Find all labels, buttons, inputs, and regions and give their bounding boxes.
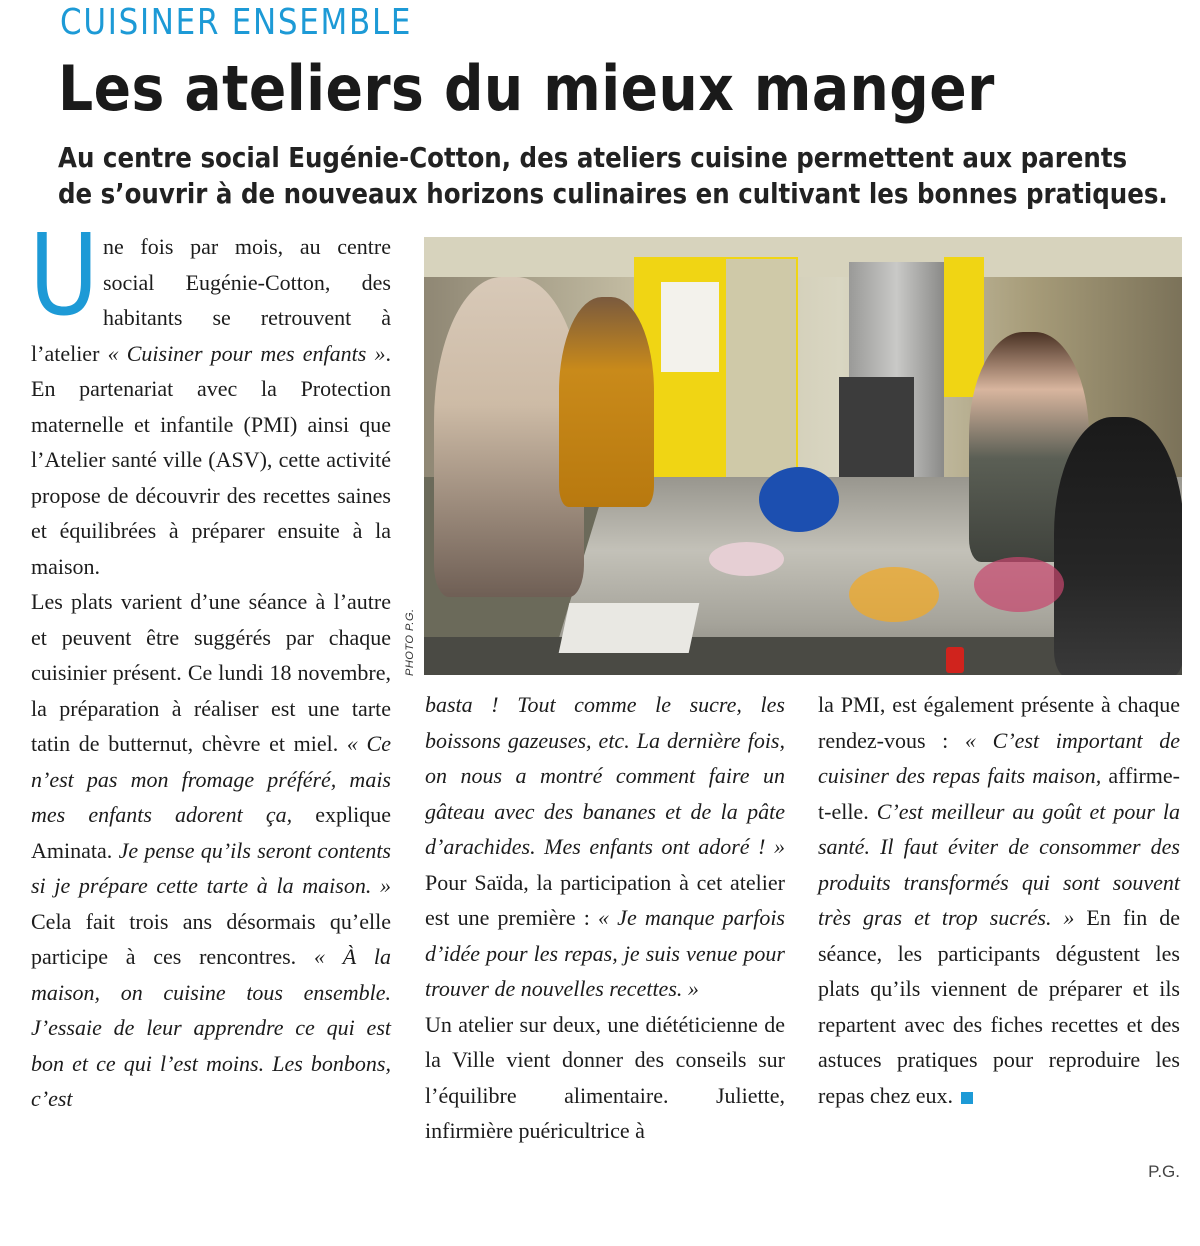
quote-run: « Je manque parfois d’idée pour les repas, je suis venue pour trouver de nouvelles recettes. » — [425, 905, 785, 1001]
section-kicker: CUISINER ENSEMBLE — [60, 2, 413, 43]
photo-door — [724, 257, 798, 491]
quote-run: « À la maison, on cuisine tous ensemble. J’essaie de leur apprendre ce qui est bon et ce qui l’est moins. Les bonbons, c’est — [31, 944, 391, 1111]
paragraph-2 — [31, 584, 391, 1117]
photo-glass-bowl-2 — [974, 557, 1064, 612]
photo-person-hijab-right — [1054, 417, 1182, 675]
quote-run: basta ! Tout comme le sucre, les boissons gazeuses, etc. La dernière fois, on nous a montré comment faire un gâteau avec des bananes et de la pâte d’arachides. Mes enfants ont adoré ! » — [425, 692, 785, 859]
kitchen-photo — [424, 237, 1182, 675]
photo-ceiling — [424, 237, 1182, 277]
article-column-1 — [29, 211, 391, 1117]
photo-credit: PHOTO P.G. — [404, 608, 416, 676]
text-run: Les plats varient d’une séance à l’autre et peuvent être suggérés par chaque cuisinier présent. Ce lundi 18 novembre, la préparation à réaliser est une tarte tatin de butternut, chèvre et miel. — [31, 589, 391, 756]
text-run: . En partenariat avec la Protection maternelle et infantile (PMI) ainsi que l’Atelier santé ville (ASV), cette activité propose de découvrir des recettes saines et équilibrées à préparer ensuite à la maison. — [31, 340, 391, 579]
text-run: Pour Saïda, la participation à cet atelier est une première : — [425, 869, 785, 930]
quote-run: Je pense qu’ils seront contents si je prépare cette tarte à la maison. » — [31, 837, 391, 898]
photo-glass-bowl-1 — [849, 567, 939, 622]
photo-blue-bag — [759, 467, 839, 532]
drop-cap: U — [29, 211, 99, 341]
quote-run: « C’est important de cuisiner des repas faits maison, — [818, 727, 1180, 788]
text-run: la PMI, est également présente à chaque rendez-vous : — [818, 692, 1180, 753]
paragraph-1 — [29, 211, 391, 584]
article-column-3 — [818, 687, 1180, 1113]
text-run: Cela fait trois ans désormais qu’elle participe à ces rencontres. — [31, 908, 391, 969]
text-run: affirme-t-elle. — [818, 763, 1180, 824]
text-run: ne fois par mois, au centre social Eugénie-Cotton, des habitants se retrouvent à l’atelier — [31, 234, 391, 366]
quote-run: « Ce n’est pas mon fromage préféré, mais mes enfants adorent ça, — [31, 731, 391, 827]
headline: Les ateliers du mieux manger — [58, 52, 995, 125]
photo-plate — [709, 542, 784, 576]
article-column-2 — [425, 687, 785, 1149]
photo-red-jar — [946, 647, 964, 673]
paragraph-3 — [425, 687, 785, 1007]
text-run: explique Aminata. — [31, 802, 391, 863]
photo-person-mustard — [559, 297, 654, 507]
photo-cutting-board — [559, 603, 700, 653]
text-run: En fin de séance, les participants dégustent les plats qu’ils viennent de préparer et ils repartent avec des fiches recettes et des astuces pratiques pour reproduire les repas chez eux. — [818, 905, 1180, 1108]
end-mark-icon — [961, 1092, 973, 1104]
paragraph-4: Un atelier sur deux, une diététicienne de la Ville vient donner des conseils sur l’équilibre alimentaire. Juliette, infirmière puéricultrice à — [425, 1011, 785, 1143]
lede — [58, 140, 1178, 212]
paragraph-5 — [818, 687, 1180, 1113]
quote-run: C’est meilleur au goût et pour la santé. Il faut éviter de consommer des produits transformés qui sont souvent très gras et trop sucrés. » — [818, 798, 1180, 930]
quote-run: « Cuisiner pour mes enfants » — [107, 340, 386, 366]
lede-line-2: de s’ouvrir à de nouveaux horizons culinaires en cultivant les bonnes pratiques. — [58, 177, 1168, 210]
photo-whiteboard — [661, 282, 719, 372]
lede-line-1: Au centre social Eugénie-Cotton, des ateliers cuisine permettent aux parents — [58, 141, 1128, 174]
photo-stove — [839, 377, 914, 477]
author-signature: P.G. — [1148, 1162, 1180, 1181]
